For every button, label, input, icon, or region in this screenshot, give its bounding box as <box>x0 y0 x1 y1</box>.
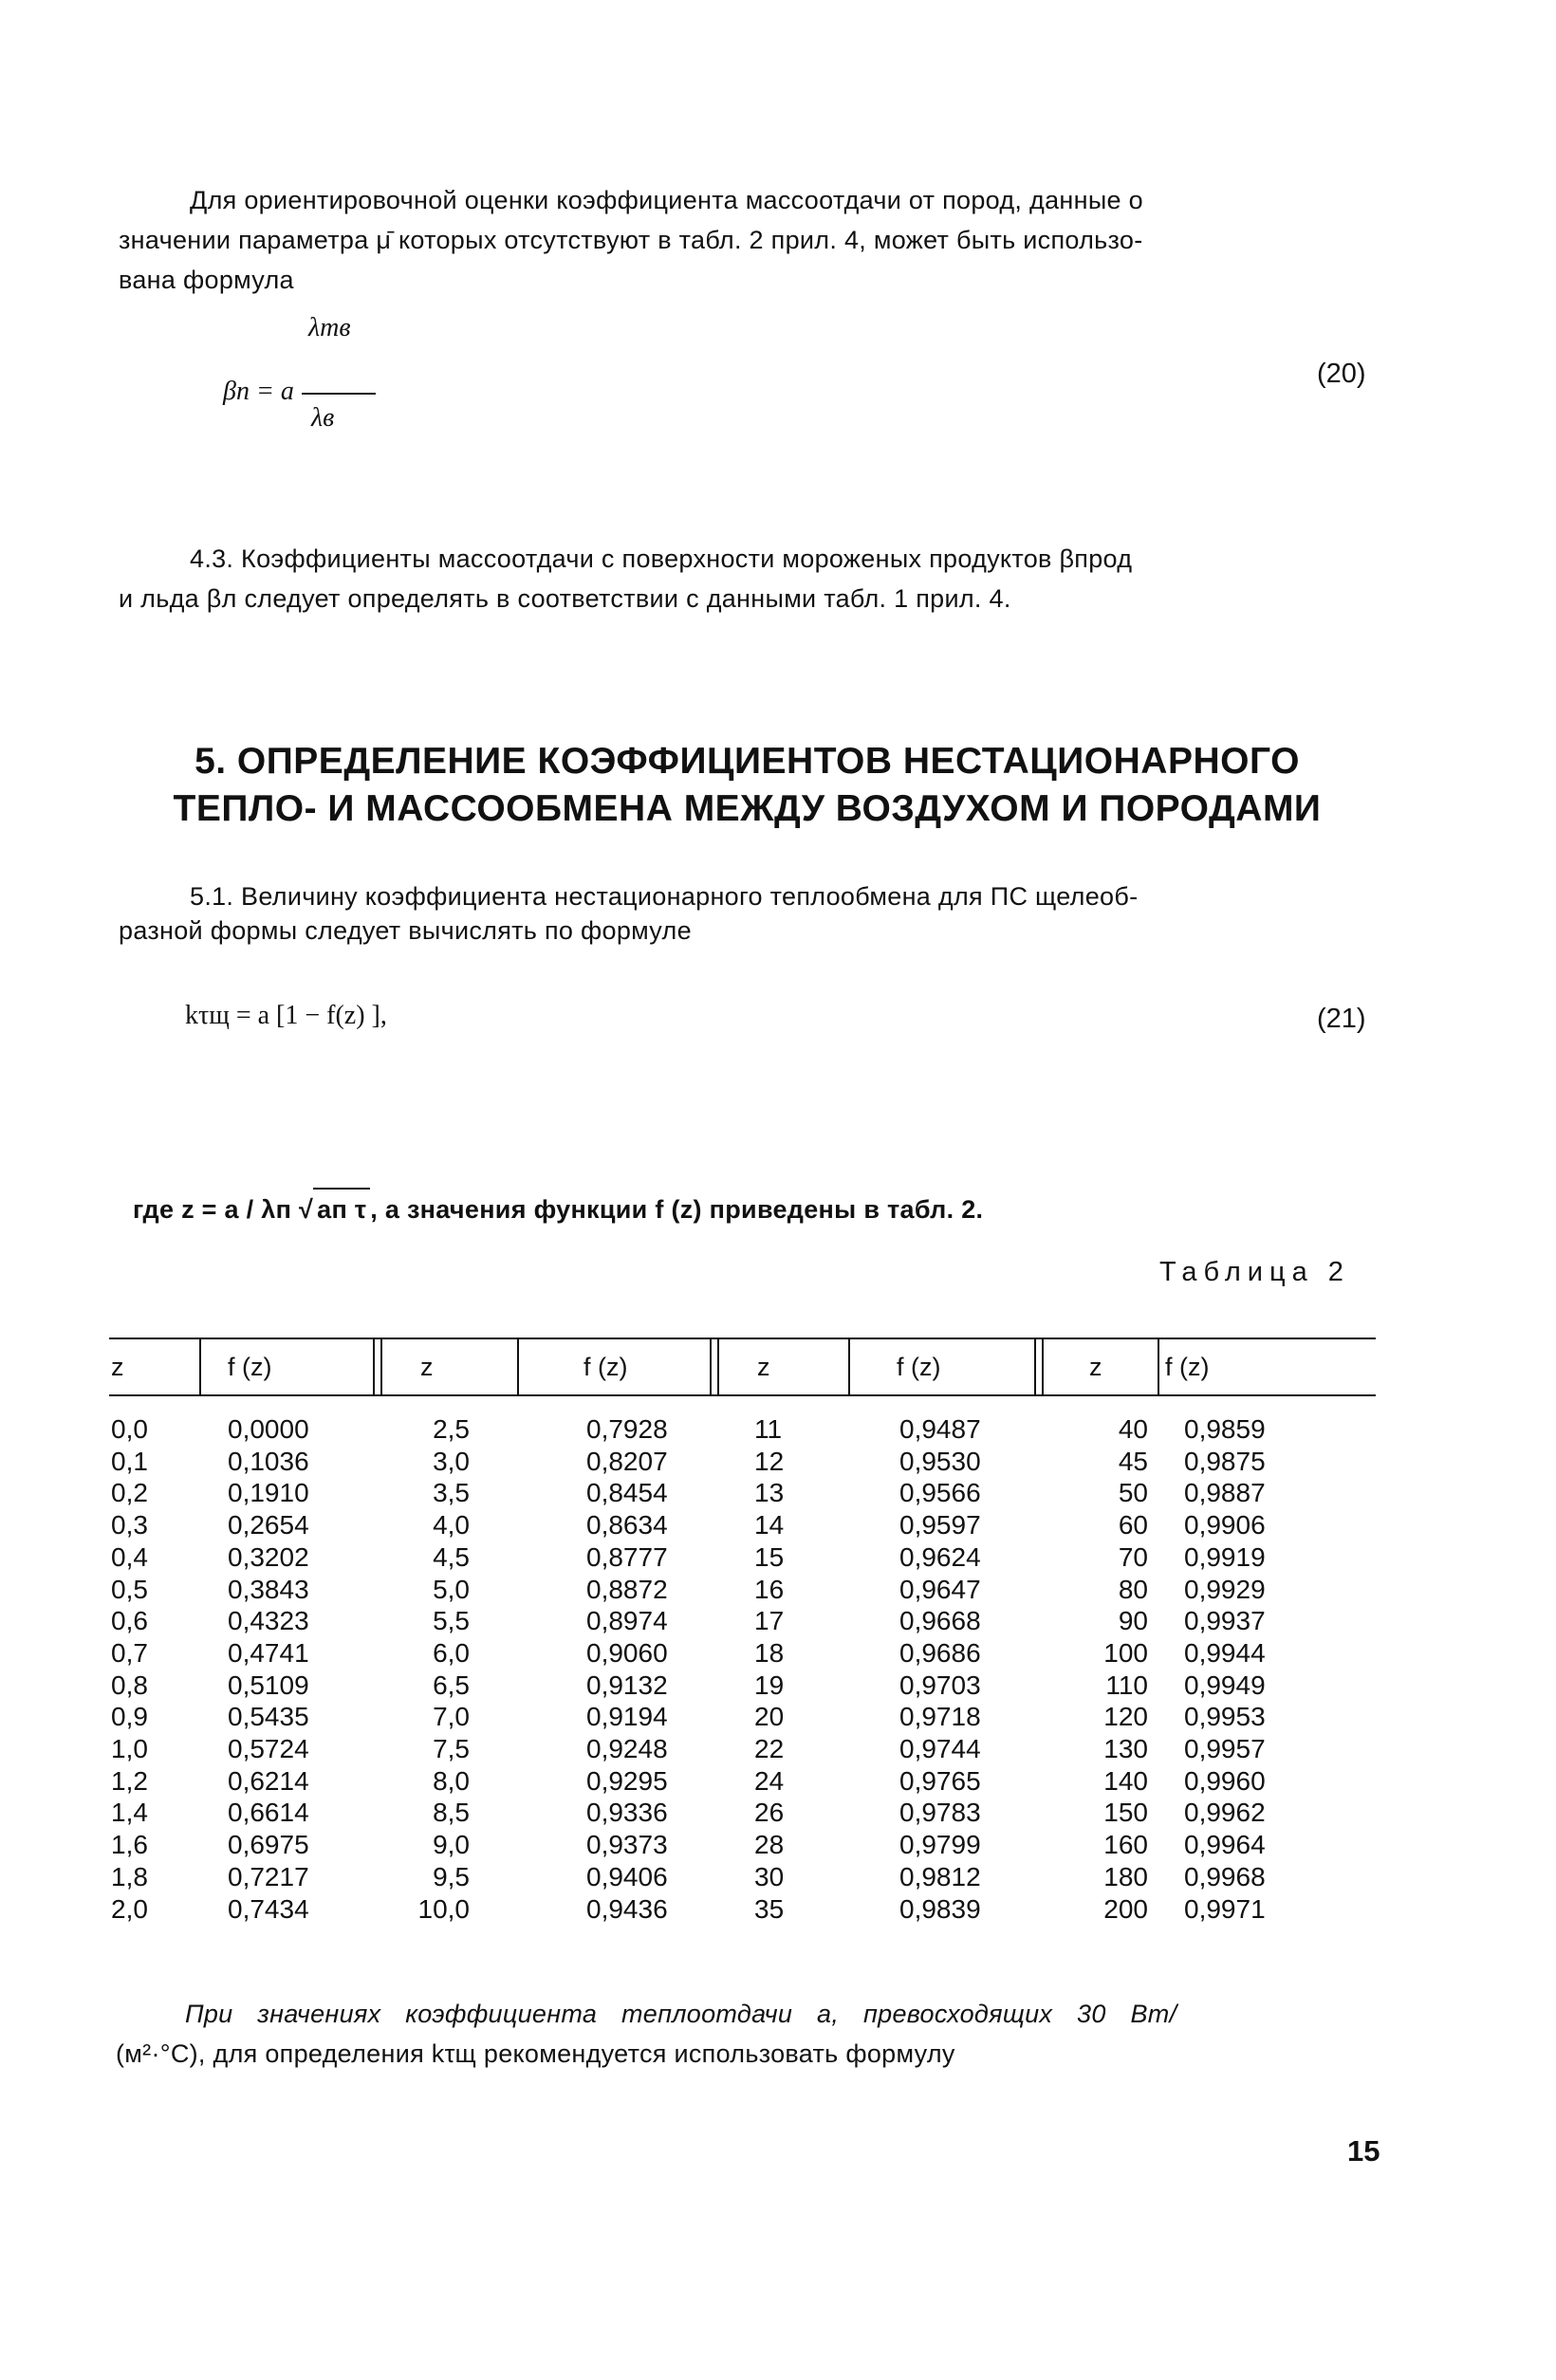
cell-z: 7,0 <box>433 1702 470 1732</box>
table-vline <box>380 1338 382 1394</box>
cell-fz: 0,9373 <box>586 1830 668 1860</box>
cell-z: 2,0 <box>111 1893 148 1924</box>
cell-z: 18 <box>754 1637 785 1668</box>
cell-fz: 0,9949 <box>1184 1670 1266 1700</box>
table-top-rule <box>109 1338 1376 1339</box>
cell-fz: 0,9906 <box>1184 1510 1266 1541</box>
intro-line-1: Для ориентировочной оценки коэффициента массоотдачи от пород, данные о <box>190 186 1143 214</box>
cell-fz: 0,9765 <box>899 1765 981 1796</box>
cell-z: 0,3 <box>111 1510 148 1541</box>
cell-fz: 0,9744 <box>899 1734 981 1764</box>
column-fz-3 <box>899 1413 981 1925</box>
cell-fz: 0,8872 <box>586 1574 668 1604</box>
cell-fz: 0,9783 <box>899 1798 981 1828</box>
cell-z: 19 <box>754 1670 785 1700</box>
table-vline <box>1034 1338 1036 1394</box>
cell-fz: 0,1036 <box>228 1446 309 1476</box>
cell-z: 0,9 <box>111 1702 148 1732</box>
table-vline <box>199 1338 201 1394</box>
cell-z: 9,5 <box>433 1861 470 1891</box>
cell-fz: 0,6975 <box>228 1830 309 1860</box>
cell-z: 90 <box>1118 1606 1148 1636</box>
cell-fz: 0,9929 <box>1184 1574 1266 1604</box>
cell-fz: 0,7928 <box>586 1414 668 1444</box>
cell-z: 12 <box>754 1446 785 1476</box>
cell-fz: 0,9919 <box>1184 1541 1266 1572</box>
cell-fz: 0,9859 <box>1184 1414 1266 1444</box>
section-title <box>119 738 1376 833</box>
cell-fz: 0,9971 <box>1184 1893 1266 1924</box>
column-fz-4 <box>1184 1413 1266 1925</box>
cell-fz: 0,8777 <box>586 1541 668 1572</box>
p51-line-1: 5.1. Величину коэффициента нестационарного теплообмена для ПС щелеоб- <box>190 882 1139 911</box>
formula-20-lhs: βп = a <box>223 377 294 406</box>
formula-20-denominator: λв <box>311 403 335 433</box>
cell-fz: 0,8207 <box>586 1446 668 1476</box>
cell-fz: 0,3202 <box>228 1541 309 1572</box>
cell-z: 180 <box>1103 1861 1148 1891</box>
table-header-rule <box>109 1394 1376 1396</box>
cell-fz: 0,9937 <box>1184 1606 1266 1636</box>
cell-fz: 0,9964 <box>1184 1830 1266 1860</box>
cell-fz: 0,4323 <box>228 1606 309 1636</box>
formula-20-numerator: λmв <box>308 313 351 342</box>
cell-z: 100 <box>1103 1637 1148 1668</box>
p43-line-1: 4.3. Коэффициенты массоотдачи с поверхности мороженых продуктов βпрод <box>190 544 1133 573</box>
cell-fz: 0,7217 <box>228 1861 309 1891</box>
table-vline <box>1042 1338 1044 1394</box>
header-z-3: z <box>757 1353 770 1381</box>
cell-fz: 0,9566 <box>899 1478 981 1508</box>
cell-fz: 0,6614 <box>228 1798 309 1828</box>
cell-z: 45 <box>1118 1446 1148 1476</box>
cell-z: 50 <box>1118 1478 1148 1508</box>
header-z-1: z <box>111 1353 124 1381</box>
cell-fz: 0,9668 <box>899 1606 981 1636</box>
cell-z: 6,0 <box>433 1637 470 1668</box>
column-fz-2 <box>586 1413 668 1925</box>
cell-z: 0,7 <box>111 1637 148 1668</box>
cell-z: 8,5 <box>433 1798 470 1828</box>
table-vline <box>710 1338 712 1394</box>
cell-fz: 0,9295 <box>586 1765 668 1796</box>
cell-fz: 0,9875 <box>1184 1446 1266 1476</box>
cell-fz: 0,8974 <box>586 1606 668 1636</box>
cell-z: 80 <box>1118 1574 1148 1604</box>
cell-fz: 0,9953 <box>1184 1702 1266 1732</box>
cell-z: 6,5 <box>433 1670 470 1700</box>
column-z-4 <box>1082 1413 1148 1925</box>
cell-fz: 0,9647 <box>899 1574 981 1604</box>
cell-fz: 0,9060 <box>586 1637 668 1668</box>
cell-z: 14 <box>754 1510 785 1541</box>
cell-z: 15 <box>754 1541 785 1572</box>
footer-line-2: (м²·°С), для определения kτщ рекомендуется использовать формулу <box>116 2039 955 2068</box>
cell-fz: 0,9336 <box>586 1798 668 1828</box>
cell-fz: 0,9960 <box>1184 1765 1266 1796</box>
radical-content: aп τ <box>313 1188 370 1229</box>
cell-z: 0,8 <box>111 1670 148 1700</box>
cell-z: 1,6 <box>111 1830 148 1860</box>
cell-fz: 0,9839 <box>899 1893 981 1924</box>
cell-fz: 0,9194 <box>586 1702 668 1732</box>
cell-z: 1,0 <box>111 1734 148 1764</box>
table-vline <box>848 1338 850 1394</box>
header-z-4: z <box>1089 1353 1102 1381</box>
cell-fz: 0,9944 <box>1184 1637 1266 1668</box>
cell-fz: 0,6214 <box>228 1765 309 1796</box>
cell-fz: 0,9624 <box>899 1541 981 1572</box>
cell-fz: 0,9487 <box>899 1414 981 1444</box>
cell-fz: 0,8454 <box>586 1478 668 1508</box>
cell-z: 0,5 <box>111 1574 148 1604</box>
cell-fz: 0,9436 <box>586 1893 668 1924</box>
cell-z: 160 <box>1103 1830 1148 1860</box>
cell-z: 5,5 <box>433 1606 470 1636</box>
cell-z: 20 <box>754 1702 785 1732</box>
cell-z: 4,0 <box>433 1510 470 1541</box>
cell-z: 5,0 <box>433 1574 470 1604</box>
cell-fz: 0,9248 <box>586 1734 668 1764</box>
where-prefix: где z = a / λп <box>133 1195 292 1224</box>
cell-z: 35 <box>754 1893 785 1924</box>
sqrt-icon: √ <box>299 1195 314 1224</box>
cell-fz: 0,4741 <box>228 1637 309 1668</box>
cell-z: 8,0 <box>433 1765 470 1796</box>
cell-z: 13 <box>754 1478 785 1508</box>
header-fz-4: f (z) <box>1165 1353 1210 1381</box>
cell-fz: 0,9406 <box>586 1861 668 1891</box>
cell-z: 7,5 <box>433 1734 470 1764</box>
cell-z: 40 <box>1118 1414 1148 1444</box>
cell-fz: 0,9132 <box>586 1670 668 1700</box>
section-title-line-1: 5. ОПРЕДЕЛЕНИЕ КОЭФФИЦИЕНТОВ НЕСТАЦИОНАРНОГО <box>194 741 1300 782</box>
table-vline <box>1158 1338 1159 1394</box>
cell-z: 120 <box>1103 1702 1148 1732</box>
cell-z: 11 <box>754 1414 783 1444</box>
intro-line-3: вана формула <box>119 266 294 294</box>
cell-fz: 0,3843 <box>228 1574 309 1604</box>
table-vline <box>717 1338 719 1394</box>
header-fz-2: f (z) <box>584 1353 628 1381</box>
column-z-2 <box>403 1413 470 1925</box>
cell-fz: 0,9703 <box>899 1670 981 1700</box>
fraction-bar <box>302 393 376 395</box>
equation-number-21: (21) <box>1317 1004 1366 1034</box>
header-fz-3: f (z) <box>897 1353 941 1381</box>
where-suffix: , а значения функции f (z) приведены в табл. 2. <box>370 1195 984 1224</box>
cell-fz: 0,5435 <box>228 1702 309 1732</box>
intro-line-2: значении параметра μ̄ которых отсутствуют в табл. 2 прил. 4, может быть использо- <box>119 226 1143 254</box>
cell-fz: 0,9968 <box>1184 1861 1266 1891</box>
footer-line-1: При значениях коэффициента теплоотдачи a, превосходящих 30 Вт/ <box>185 2000 1177 2028</box>
cell-fz: 0,9597 <box>899 1510 981 1541</box>
cell-z: 0,6 <box>111 1606 148 1636</box>
section-title-line-2: ТЕПЛО- И МАССООБМЕНА МЕЖДУ ВОЗДУХОМ И ПОРОДАМИ <box>173 788 1322 829</box>
cell-fz: 0,8634 <box>586 1510 668 1541</box>
cell-z: 9,0 <box>433 1830 470 1860</box>
cell-z: 140 <box>1103 1765 1148 1796</box>
cell-z: 0,2 <box>111 1478 148 1508</box>
equation-number-20: (20) <box>1317 359 1366 389</box>
formula-21: kτщ = a [1 − f(z) ], <box>185 1001 387 1030</box>
cell-z: 3,0 <box>433 1446 470 1476</box>
cell-fz: 0,9957 <box>1184 1734 1266 1764</box>
header-z-2: z <box>420 1353 434 1381</box>
cell-z: 150 <box>1103 1798 1148 1828</box>
cell-fz: 0,5109 <box>228 1670 309 1700</box>
p51-line-2: разной формы следует вычислять по формуле <box>119 916 692 945</box>
table-caption: Таблица 2 <box>1159 1257 1350 1287</box>
cell-fz: 0,5724 <box>228 1734 309 1764</box>
cell-z: 0,1 <box>111 1446 148 1476</box>
cell-fz: 0,9962 <box>1184 1798 1266 1828</box>
table-vline <box>517 1338 519 1394</box>
column-z-1 <box>111 1413 148 1925</box>
cell-fz: 0,9718 <box>899 1702 981 1732</box>
cell-z: 26 <box>754 1798 785 1828</box>
cell-z: 4,5 <box>433 1541 470 1572</box>
cell-z: 0,0 <box>111 1414 148 1444</box>
cell-z: 1,2 <box>111 1765 148 1796</box>
cell-fz: 0,9799 <box>899 1830 981 1860</box>
cell-z: 1,4 <box>111 1798 148 1828</box>
cell-fz: 0,1910 <box>228 1478 309 1508</box>
cell-fz: 0,9530 <box>899 1446 981 1476</box>
cell-z: 28 <box>754 1830 785 1860</box>
header-fz-1: f (z) <box>228 1353 272 1381</box>
cell-fz: 0,9812 <box>899 1861 981 1891</box>
cell-z: 130 <box>1103 1734 1148 1764</box>
cell-z: 10,0 <box>417 1893 470 1924</box>
cell-z: 200 <box>1103 1893 1148 1924</box>
cell-fz: 0,2654 <box>228 1510 309 1541</box>
cell-z: 0,4 <box>111 1541 148 1572</box>
p43-line-2: и льда βл следует определять в соответствии с данными табл. 1 прил. 4. <box>119 584 1011 613</box>
cell-z: 30 <box>754 1861 785 1891</box>
cell-z: 70 <box>1118 1541 1148 1572</box>
cell-fz: 0,0000 <box>228 1414 309 1444</box>
cell-z: 3,5 <box>433 1478 470 1508</box>
where-line <box>133 1188 983 1229</box>
column-fz-1 <box>228 1413 309 1925</box>
cell-z: 110 <box>1105 1670 1148 1700</box>
cell-z: 17 <box>754 1606 785 1636</box>
cell-fz: 0,9686 <box>899 1637 981 1668</box>
cell-z: 22 <box>754 1734 785 1764</box>
cell-fz: 0,9887 <box>1184 1478 1266 1508</box>
cell-z: 2,5 <box>433 1414 470 1444</box>
page-number: 15 <box>1347 2134 1380 2168</box>
cell-z: 60 <box>1118 1510 1148 1541</box>
table-vline <box>373 1338 375 1394</box>
cell-z: 24 <box>754 1765 785 1796</box>
cell-z: 1,8 <box>111 1861 148 1891</box>
column-z-3 <box>754 1413 784 1925</box>
cell-z: 16 <box>754 1574 785 1604</box>
cell-fz: 0,7434 <box>228 1893 309 1924</box>
